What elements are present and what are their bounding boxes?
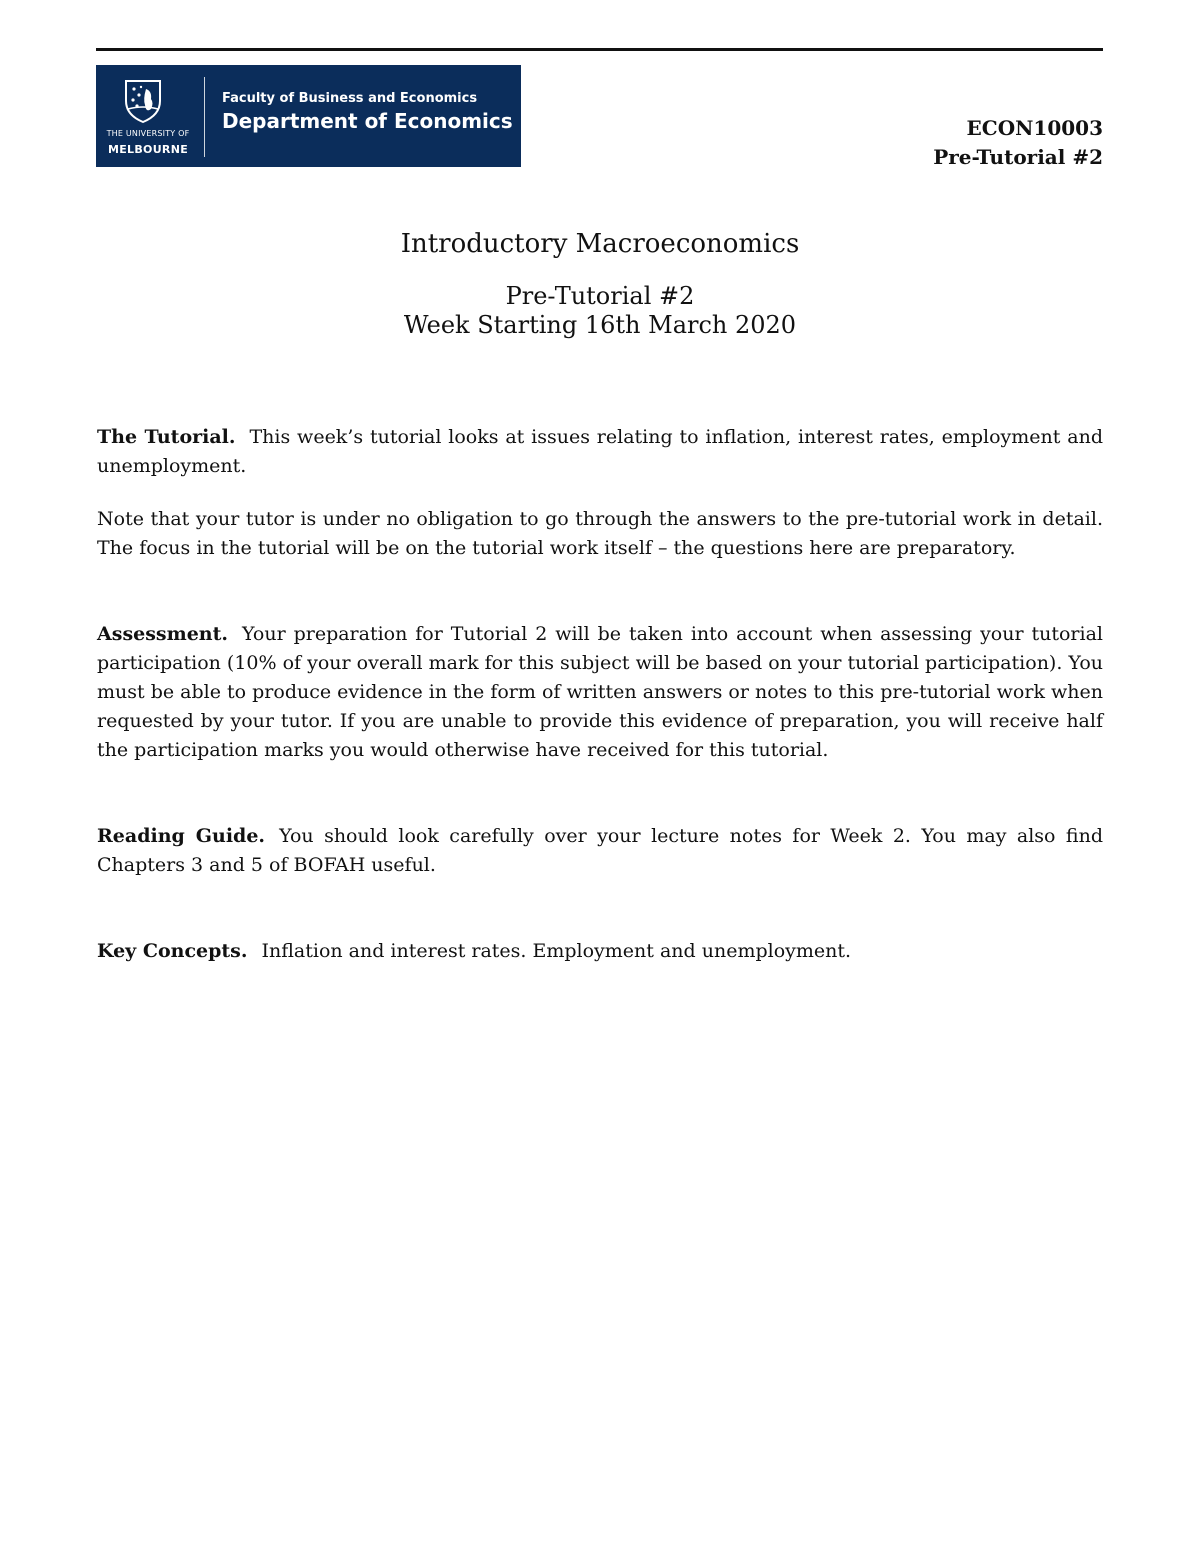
week-subtitle: Week Starting 16th March 2020 [403, 311, 797, 339]
tutorial-section [97, 423, 1103, 481]
tutorial-heading: The Tutorial. [97, 426, 236, 448]
course-code: ECON10003 [966, 116, 1103, 140]
page-title: Introductory Macroeconomics [400, 229, 800, 259]
assessment-heading: Assessment. [97, 623, 229, 645]
note-section [97, 505, 1103, 563]
reading-guide-section [97, 822, 1103, 880]
key-concepts-section [97, 937, 1103, 966]
note-text: Note that your tutor is under no obligation to go through the answers to the pre-tutorial work in detail. The focus in the tutorial will be on the tutorial work itself – the questions here are preparatory. [97, 508, 1103, 559]
page-subtitle: Pre-Tutorial #2 [505, 282, 695, 310]
assessment-section [97, 620, 1103, 765]
university-name-line1: THE UNIVERSITY OF [106, 129, 190, 138]
university-name-line2: MELBOURNE [107, 143, 189, 156]
reading-guide-heading: Reading Guide. [97, 825, 266, 847]
reading-guide-text: You should look carefully over your lecture notes for Week 2. You may also find Chapters 3 and 5 of BOFAH useful. [97, 825, 1104, 876]
faculty-name: Faculty of Business and Economics [222, 91, 478, 106]
tutorial-text: This week’s tutorial looks at issues relating to inflation, interest rates, employment and unemployment. [97, 426, 1103, 477]
crest-icon [118, 75, 168, 125]
university-logo [96, 65, 521, 167]
top-rule [96, 48, 1103, 51]
header-doc-label: Pre-Tutorial #2 [933, 145, 1103, 169]
key-concepts-heading: Key Concepts. [97, 940, 248, 962]
department-name: Department of Economics [222, 109, 513, 133]
logo-divider [204, 77, 205, 157]
assessment-text: Your preparation for Tutorial 2 will be taken into account when assessing your tutorial participation (10% of your overall mark for this subject will be based on your tutorial participation). You must be able to produce evidence in the form of written answers or notes to this pre-tutorial work when requested by your tutor. If you are unable to provide this evidence of preparation, you will receive half the participation marks you would otherwise have received for this tutorial. [97, 623, 1103, 761]
key-concepts-text: Inflation and interest rates. Employment and unemployment. [261, 940, 852, 962]
